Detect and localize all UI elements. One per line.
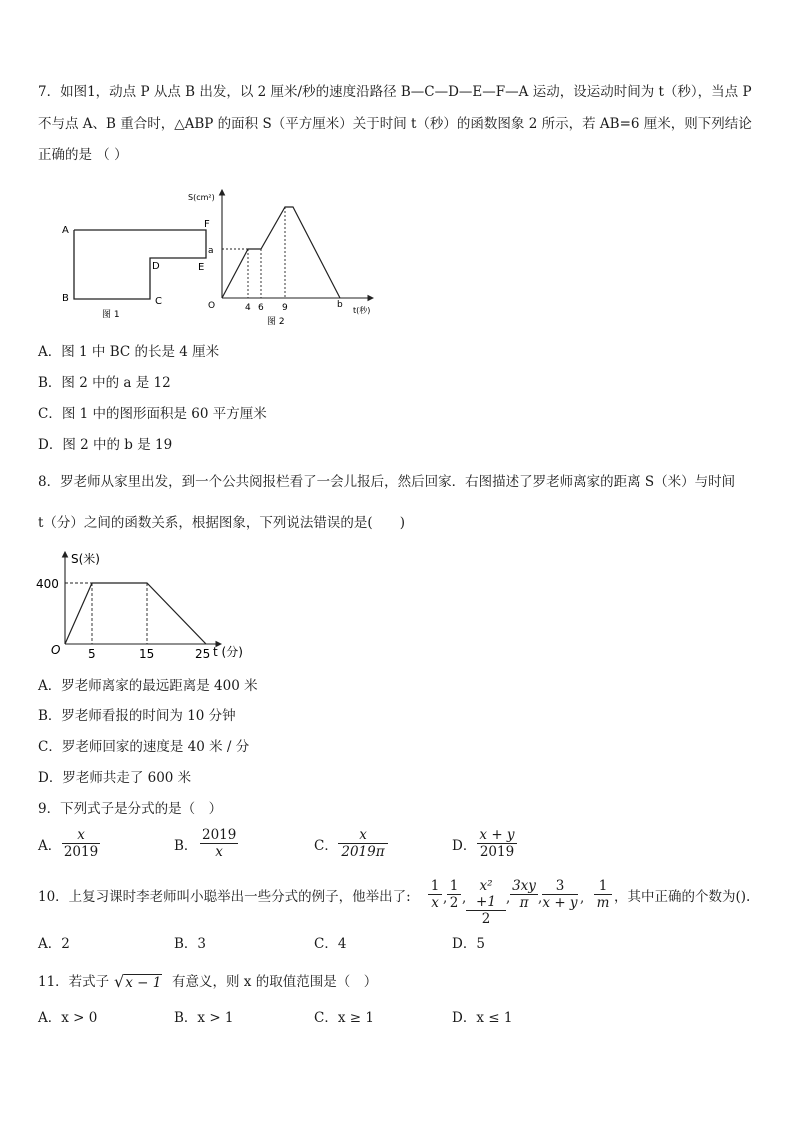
q10-f6-num: 1 <box>594 878 612 895</box>
q9-option-c-label[interactable]: C． <box>314 838 338 854</box>
q8-stem-line1: 8．罗老师从家里出发，到一个公共阅报栏看了一会儿报后，然后回家．右图描述了罗老师离家的距离 S（米）与时间 <box>38 474 736 490</box>
fig2-ylabel: S(cm²) <box>188 193 215 202</box>
q9-option-c-fraction[interactable] <box>338 827 388 860</box>
q9-option-b-fraction[interactable] <box>200 827 238 860</box>
fig1-label-B: B <box>62 293 69 304</box>
q8-option-c[interactable]: C．罗老师回家的速度是 40 米 / 分 <box>38 739 250 755</box>
q10-example-4 <box>510 878 538 911</box>
q8-ylabel: S(米) <box>71 552 100 566</box>
q10-stem-tail: ，其中正确的个数为(). <box>614 889 751 905</box>
q10-example-1 <box>428 878 442 911</box>
fig1-label-D: D <box>152 261 160 272</box>
q9-stem: 9．下列式子是分式的是（ ） <box>38 801 223 817</box>
q10-option-d[interactable]: D．5 <box>452 936 485 952</box>
q8-option-a[interactable]: A．罗老师离家的最远距离是 400 米 <box>38 678 258 694</box>
fig1-label-A: A <box>62 225 69 236</box>
q10-f4-num: 3xy <box>510 878 538 895</box>
q9-b-denominator: x <box>215 844 223 860</box>
fig2-tick-4: 4 <box>245 303 251 313</box>
fig1-label-E: E <box>198 262 205 273</box>
q8-x5: 5 <box>88 647 96 661</box>
q9-d-denominator: 2019 <box>479 844 515 860</box>
q10-option-a[interactable]: A．2 <box>38 936 70 952</box>
q11-stem-post: 有意义，则 x 的取值范围是（ ） <box>172 974 378 990</box>
q11-sqrt <box>114 972 162 993</box>
q10-example-2 <box>447 878 461 911</box>
q10-f3-den: 2 <box>481 911 491 927</box>
fig2-tick-9: 9 <box>282 303 288 313</box>
q8-graph-line <box>65 583 206 644</box>
q8-option-d[interactable]: D．罗老师共走了 600 米 <box>38 770 192 786</box>
q10-f6-den: m <box>596 895 610 911</box>
q11-option-d[interactable]: D．x ≤ 1 <box>452 1010 513 1026</box>
q10-f4-den: π <box>519 895 529 911</box>
q10-option-c[interactable]: C．4 <box>314 936 347 952</box>
q8-xlabel: t (分) <box>213 645 243 659</box>
q7-option-a[interactable]: A．图 1 中 BC 的长是 4 厘米 <box>38 344 220 360</box>
q9-c-denominator: 2019π <box>341 844 385 860</box>
fig2-origin: O <box>208 301 216 311</box>
q8-x15: 15 <box>139 647 155 661</box>
q9-option-d-fraction[interactable] <box>477 827 517 860</box>
q9-d-numerator: x + y <box>477 827 517 844</box>
q10-example-3 <box>466 878 506 927</box>
fig2-label-a: a <box>208 246 214 256</box>
fig1-caption: 图 1 <box>102 310 120 320</box>
fig1-label-C: C <box>155 296 162 307</box>
q7-figure-2 <box>185 185 385 330</box>
q10-f5-den: x + y <box>542 895 578 911</box>
q10-example-6 <box>594 878 612 911</box>
q10-f1-den: x <box>431 895 439 911</box>
q9-a-numerator: x <box>62 827 100 844</box>
q10-f2-den: 2 <box>449 895 459 911</box>
q7-stem-line1: 7．如图1，动点 P 从点 B 出发，以 2 厘米/秒的速度沿路径 B—C—D—E—F—A 运动，设运动时间为 t（秒），当点 P <box>38 84 752 100</box>
q9-b-numerator: 2019 <box>202 827 237 843</box>
q9-a-denominator: 2019 <box>63 844 99 860</box>
q10-example-5 <box>542 878 578 911</box>
q10-f1-num: 1 <box>428 878 442 895</box>
q7-option-c[interactable]: C．图 1 中的图形面积是 60 平方厘米 <box>38 406 267 422</box>
q8-x25: 25 <box>195 647 211 661</box>
q10-stem: 10．上复习课时李老师叫小聪举出一些分式的例子，他举出了: <box>38 889 411 905</box>
sqrt-icon: √ <box>114 972 125 991</box>
q9-option-a-fraction[interactable] <box>62 827 100 860</box>
q9-c-numerator: x <box>338 827 388 844</box>
fig2-tick-b: b <box>337 300 343 310</box>
fig1-label-F: F <box>204 219 210 230</box>
q7-option-d[interactable]: D．图 2 中的 b 是 19 <box>38 437 173 453</box>
q10-f2-num: 1 <box>447 878 461 895</box>
q9-option-b-label[interactable]: B． <box>174 838 198 854</box>
q11-option-c[interactable]: C．x ≥ 1 <box>314 1010 374 1026</box>
q11-stem-pre: 11．若式子 <box>38 974 110 990</box>
q7-stem-line3: 正确的是 （ ） <box>38 147 128 163</box>
q9-option-a-label[interactable]: A． <box>38 838 62 854</box>
q11-option-b[interactable]: B．x > 1 <box>174 1010 234 1026</box>
fig2-caption: 图 2 <box>267 317 285 327</box>
q7-stem-line2: 不与点 A、B 重合时，△ABP 的面积 S（平方厘米）关于时间 t（秒）的函数图象 2 所示，若 AB=6 厘米，则下列结论 <box>38 116 752 132</box>
q8-y400: 400 <box>36 577 59 591</box>
q7-option-b[interactable]: B．图 2 中的 a 是 12 <box>38 375 171 391</box>
q8-origin: O <box>51 643 61 657</box>
fig2-xlabel: t(秒) <box>353 306 371 315</box>
fig2-graph <box>222 207 340 298</box>
fig2-tick-6: 6 <box>258 303 264 313</box>
q8-option-b[interactable]: B．罗老师看报的时间为 10 分钟 <box>38 708 236 724</box>
q8-graph <box>35 548 265 663</box>
q10-f3-num: x² +1 <box>466 878 506 911</box>
q10-option-b[interactable]: B．3 <box>174 936 207 952</box>
q11-option-a[interactable]: A．x > 0 <box>38 1010 98 1026</box>
q10-f5-num: 3 <box>542 878 578 895</box>
q9-option-d-label[interactable]: D． <box>452 838 477 854</box>
q8-stem-line2: t（分）之间的函数关系，根据图象，下列说法错误的是( ) <box>38 515 405 531</box>
q11-radicand: x − 1 <box>125 975 162 991</box>
